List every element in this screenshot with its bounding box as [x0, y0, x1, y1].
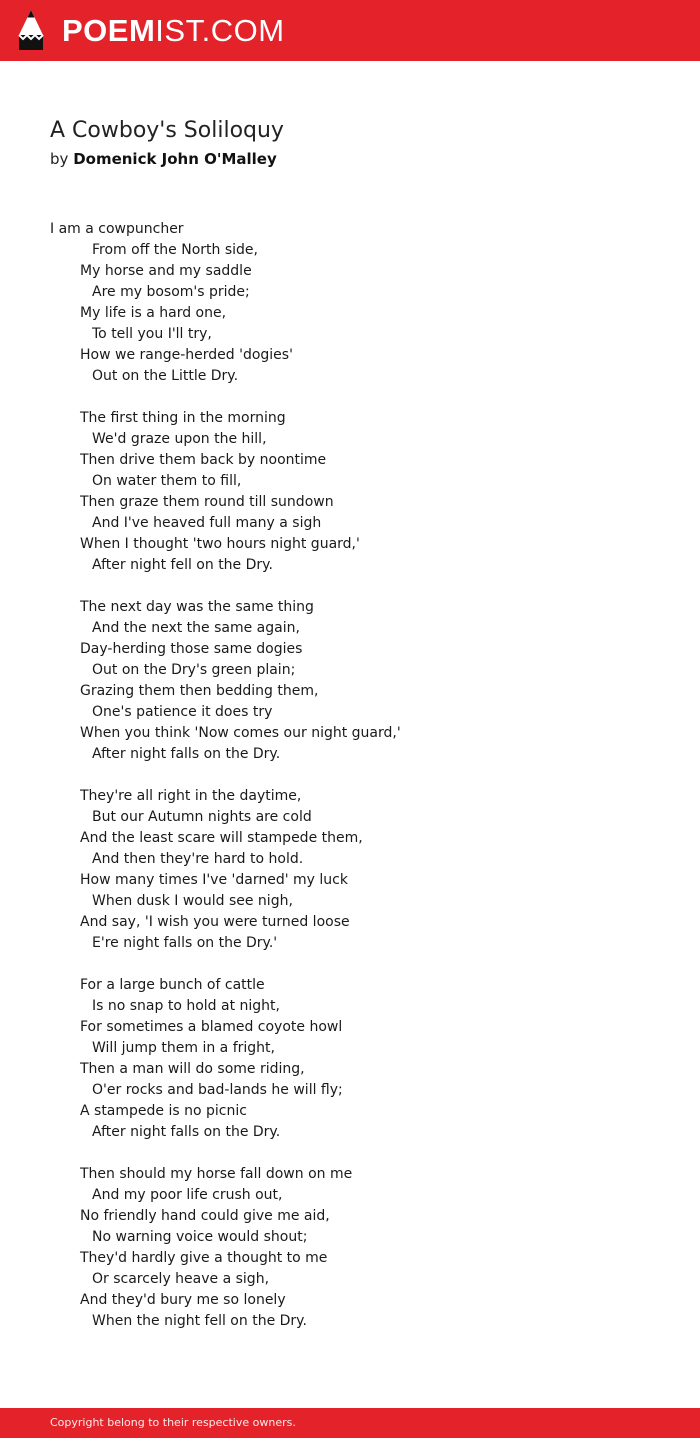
stanza-break [50, 954, 670, 975]
poem-line: Or scarcely heave a sigh, [92, 1271, 270, 1287]
poem-line: And the next the same again, [92, 620, 300, 636]
poem-line: When dusk I would see nigh, [92, 893, 293, 909]
poem-line: How many times I've 'darned' my luck [80, 872, 348, 888]
poem-line: How we range-herded 'dogies' [80, 347, 293, 363]
stanza-break [50, 576, 670, 597]
poem-line: E're night falls on the Dry.' [92, 935, 278, 951]
poem-title: A Cowboy's Soliloquy [50, 118, 284, 143]
poem-line: No warning voice would shout; [92, 1229, 308, 1245]
poem-line: A stampede is no picnic [80, 1103, 247, 1119]
poem-line: To tell you I'll try, [92, 326, 212, 342]
poem-line: They'd hardly give a thought to me [80, 1250, 328, 1266]
poem-line: We'd graze upon the hill, [92, 431, 267, 447]
poem-line: When you think 'Now comes our night guard,' [80, 725, 401, 741]
stanza-break [50, 1143, 670, 1164]
poem-line: The next day was the same thing [80, 599, 314, 615]
poem-line: When I thought 'two hours night guard,' [80, 536, 360, 552]
poem-line: I am a cowpuncher [50, 221, 184, 237]
poem-line: And then they're hard to hold. [92, 851, 304, 867]
poem-body [50, 219, 670, 1332]
poem-line: After night falls on the Dry. [92, 1124, 281, 1140]
poem-line: Then drive them back by noontime [80, 452, 327, 468]
by-label: by [50, 150, 69, 168]
poem-line: Then a man will do some riding, [80, 1061, 305, 1077]
pencil-tip-icon[interactable] [16, 9, 46, 53]
poem-line: But our Autumn nights are cold [92, 809, 312, 825]
poem-line: Day-herding those same dogies [80, 641, 303, 657]
poem-line: One's patience it does try [92, 704, 273, 720]
poem-line: From off the North side, [92, 242, 258, 258]
poem-line: The first thing in the morning [80, 410, 286, 426]
poem-line: No friendly hand could give me aid, [80, 1208, 330, 1224]
poem-line: After night falls on the Dry. [92, 746, 281, 762]
poem-line: And they'd bury me so lonely [80, 1292, 286, 1308]
poem-line: And say, 'I wish you were turned loose [80, 914, 350, 930]
poem-line: Grazing them then bedding them, [80, 683, 319, 699]
poem-line: My horse and my saddle [80, 263, 252, 279]
poem-line: Are my bosom's pride; [92, 284, 250, 300]
stanza-break [50, 765, 670, 786]
poem-byline [50, 149, 277, 169]
poem-line: Will jump them in a fright, [92, 1040, 275, 1056]
poem-line: O'er rocks and bad-lands he will fly; [92, 1082, 343, 1098]
stanza-break [50, 387, 670, 408]
poem-author: Domenick John O'Malley [73, 150, 277, 168]
poem-line: Out on the Dry's green plain; [92, 662, 296, 678]
poem-line: And the least scare will stampede them, [80, 830, 363, 846]
poem-line: Then should my horse fall down on me [80, 1166, 353, 1182]
poem-line: Then graze them round till sundown [80, 494, 334, 510]
poem-line: They're all right in the daytime, [80, 788, 302, 804]
poem-line: Out on the Little Dry. [92, 368, 239, 384]
poem-line: And I've heaved full many a sigh [92, 515, 322, 531]
poem-line: My life is a hard one, [80, 305, 227, 321]
poem-line: When the night fell on the Dry. [92, 1313, 307, 1329]
poem-line: For a large bunch of cattle [80, 977, 265, 993]
brand-light: IST.COM [155, 13, 285, 48]
site-logo-text[interactable] [62, 12, 285, 50]
site-footer [0, 1408, 700, 1438]
poem-line: On water them to fill, [92, 473, 242, 489]
poem-line: For sometimes a blamed coyote howl [80, 1019, 343, 1035]
poem-line: Is no snap to hold at night, [92, 998, 280, 1014]
copyright-notice: Copyright belong to their respective owners. [50, 1416, 296, 1429]
site-header [0, 0, 700, 61]
poem-line: And my poor life crush out, [92, 1187, 283, 1203]
brand-bold: POEM [62, 13, 156, 48]
poem-line: After night fell on the Dry. [92, 557, 273, 573]
